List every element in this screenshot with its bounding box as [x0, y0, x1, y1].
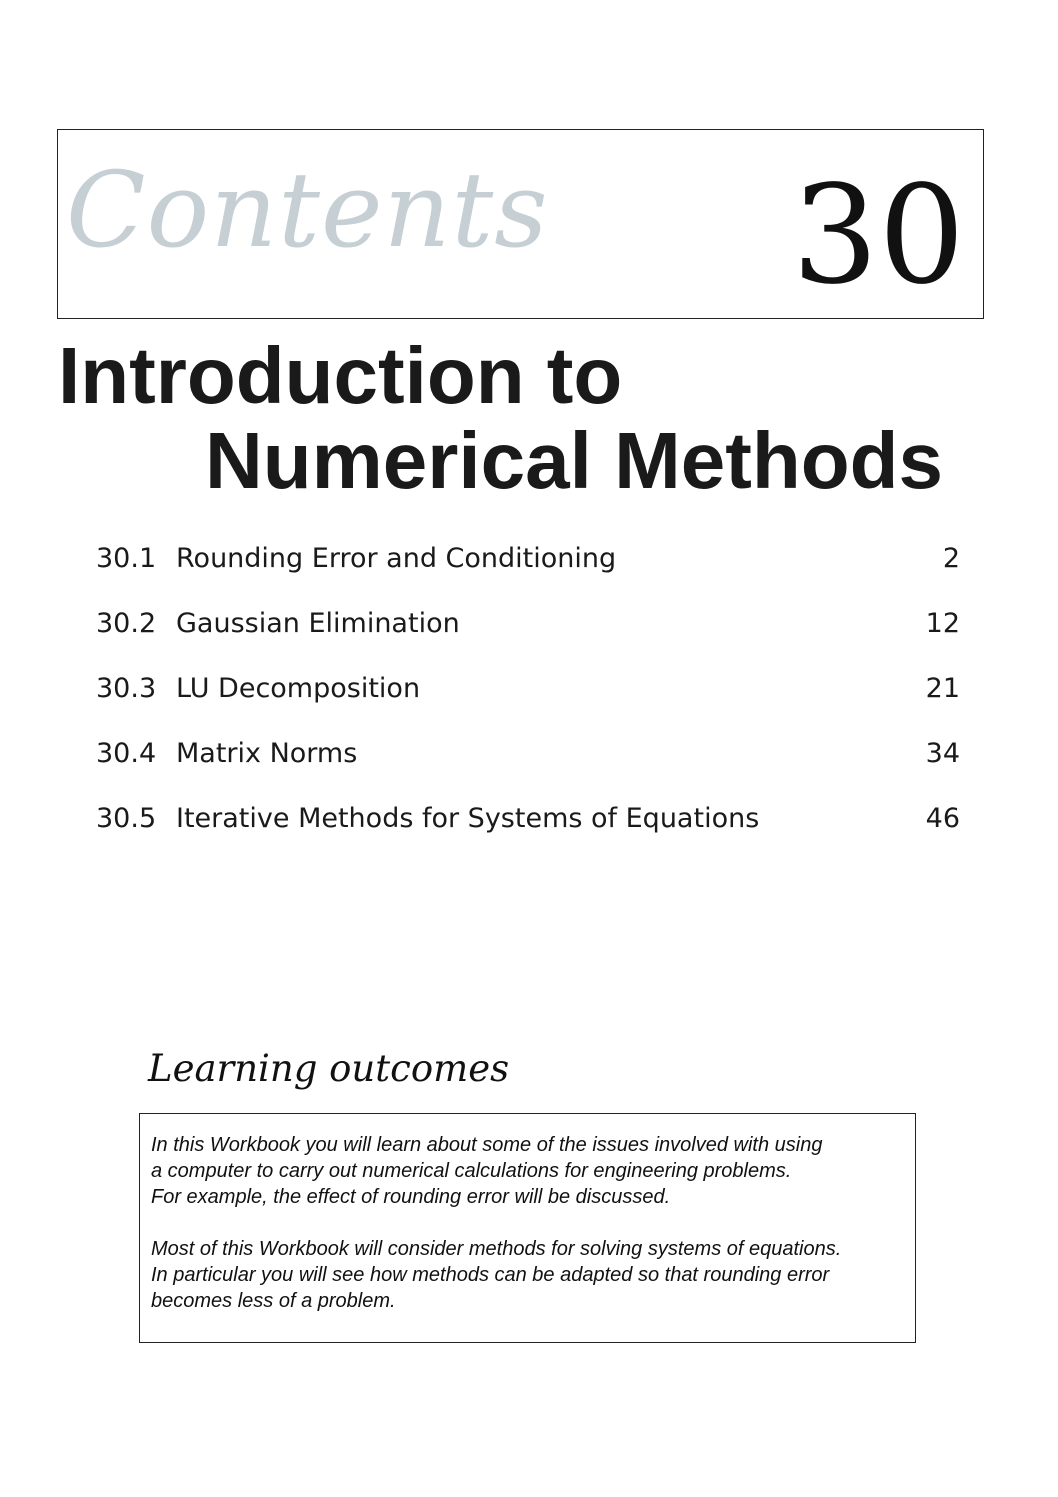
toc-page-number: 2 [942, 543, 960, 574]
toc-section-number: 30.1 [96, 543, 157, 574]
learning-outcomes-paragraph [151, 1132, 905, 1210]
learning-outcomes-paragraph [151, 1236, 905, 1314]
toc-section-number: 30.5 [96, 803, 157, 834]
toc-page-number: 34 [925, 738, 960, 769]
toc-section-number: 30.4 [96, 738, 157, 769]
toc-section-number: 30.2 [96, 608, 157, 639]
paragraph-line: For example, the effect of rounding error will be discussed. [151, 1186, 671, 1208]
toc-entry[interactable] [96, 603, 960, 668]
chapter-title-line-2: Numerical Methods [205, 416, 943, 505]
paragraph-line: becomes less of a problem. [151, 1290, 396, 1312]
toc-entry[interactable] [96, 668, 960, 733]
toc-page-number: 46 [925, 803, 960, 834]
paragraph-line: In particular you will see how methods can be adapted so that rounding error [151, 1264, 830, 1286]
chapter-title-line-1: Introduction to [58, 331, 623, 420]
toc-section-title: Matrix Norms [176, 738, 358, 769]
toc-section-title: Rounding Error and Conditioning [176, 543, 617, 574]
chapter-header-box [57, 129, 984, 319]
toc-page-number: 21 [925, 673, 960, 704]
paragraph-line: Most of this Workbook will consider methods for solving systems of equations. [151, 1238, 842, 1260]
toc-section-title: Gaussian Elimination [176, 608, 460, 639]
toc-page-number: 12 [925, 608, 960, 639]
table-of-contents [96, 538, 960, 863]
toc-entry[interactable] [96, 538, 960, 603]
contents-heading: Contents [66, 149, 549, 271]
toc-section-number: 30.3 [96, 673, 157, 704]
paragraph-line: a computer to carry out numerical calculations for engineering problems. [151, 1160, 792, 1182]
learning-outcomes-heading: Learning outcomes [148, 1047, 510, 1090]
toc-entry[interactable] [96, 798, 960, 863]
toc-section-title: Iterative Methods for Systems of Equations [176, 803, 760, 834]
toc-section-title: LU Decomposition [176, 673, 421, 704]
toc-entry[interactable] [96, 733, 960, 798]
paragraph-line: In this Workbook you will learn about some of the issues involved with using [151, 1134, 823, 1156]
learning-outcomes-box [139, 1113, 916, 1343]
chapter-number: 30 [791, 157, 965, 315]
